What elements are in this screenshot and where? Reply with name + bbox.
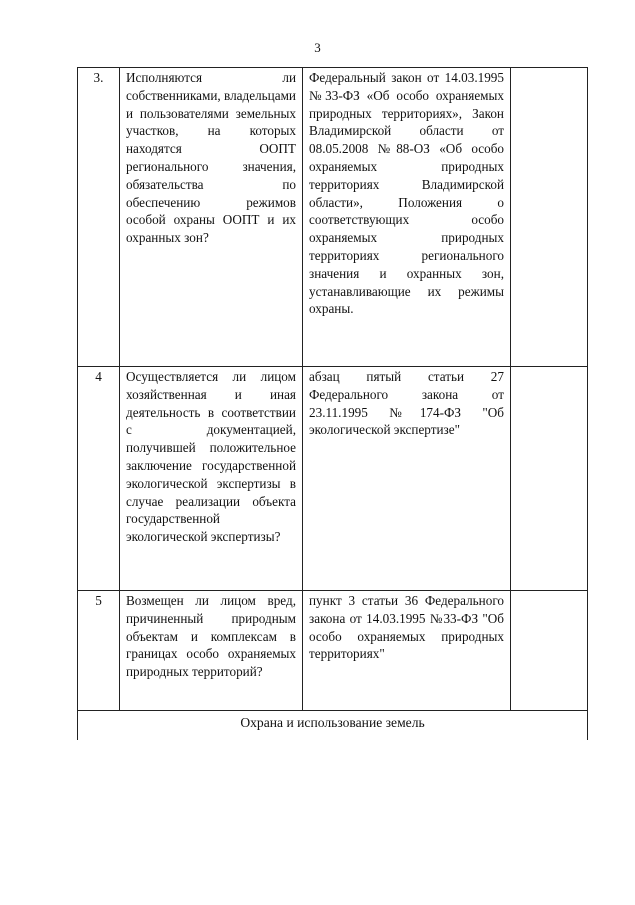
question-cell: Осуществляется ли лицом хозяйственная и иная деятельность в соответствии с документацией, получившей положительное заключение государственной экологической экспертизы в случае реализации объекта государственной экологической экспертизы?	[120, 367, 303, 591]
table-row	[78, 68, 588, 367]
answer-cell	[511, 68, 588, 367]
table-row	[78, 367, 588, 591]
question-cell: Возмещен ли лицом вред, причиненный природным объектам и комплексам в границах особо охраняемых природных территорий?	[120, 591, 303, 711]
row-number: 5	[78, 591, 120, 711]
row-number: 3.	[78, 68, 120, 367]
answer-cell	[511, 367, 588, 591]
page-number: 3	[314, 40, 321, 55]
section-heading: Охрана и использование земель	[78, 711, 588, 741]
table-row	[78, 591, 588, 711]
legal-basis-cell: абзац пятый статьи 27 Федерального закона от 23.11.1995 №174-ФЗ "Об экологической экспертизе"	[303, 367, 511, 591]
section-heading-row	[78, 711, 588, 741]
row-number: 4	[78, 367, 120, 591]
checklist-table	[77, 67, 588, 740]
question-cell: Исполняются ли собственниками, владельцами и пользователями земельных участков, на которых находятся ООПТ регионального значения, обязательства по обеспечению режимов особой охраны ООПТ и их охранных зон?	[120, 68, 303, 367]
legal-basis-cell: Федеральный закон от 14.03.1995 №33-ФЗ «Об особо охраняемых природных территориях», Закон Владимирской области от 08.05.2008 №88-ОЗ «Об особо охраняемых природных территориях Владимирской области», Положения о соответствующих особо охраняемых природных территориях регионального значения и охранных зон, устанавливающие их режимы охраны.	[303, 68, 511, 367]
legal-basis-cell: пункт 3 статьи 36 Федерального закона от 14.03.1995 №33-ФЗ "Об особо охраняемых природных территориях"	[303, 591, 511, 711]
answer-cell	[511, 591, 588, 711]
